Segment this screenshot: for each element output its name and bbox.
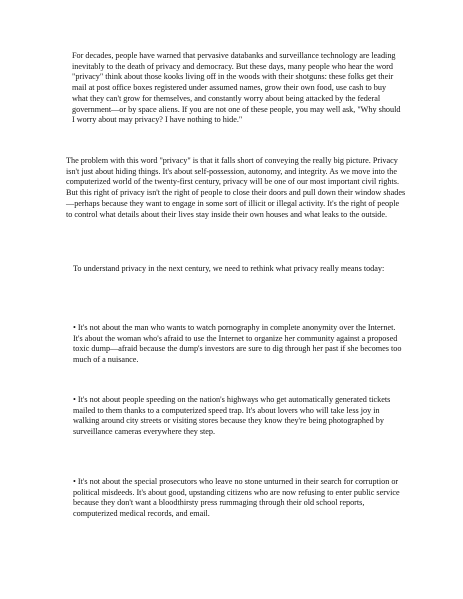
paragraph-rethink-privacy: To understand privacy in the next century, we need to rethink what privacy really means today: — [73, 264, 385, 273]
paragraph-privacy-problem: The problem with this word "privacy" is that it falls short of conveying the really big picture. Privacy isn't just about hiding things. It's about self-possession, autonomy, and integrity. As we move into the computerized world of the twenty-first century, privacy will be one of our most important civil rights. But this right of privacy isn't the right of people to close their doors and pull down their window shades—perhaps because they want to engage in some sort of illicit or illegal activity. It's the right of people to control what details about their lives stay inside their own houses and what leaks to the outside. — [66, 156, 406, 219]
bullet-paragraph-internet: • It's not about the man who wants to watch pornography in complete anonymity over the Internet. It's about the woman who's afraid to use the Internet to organize her community against a proposed toxic dump—afraid because the dump's investors are sure to dig through her past if she becomes too much of a nuisance. — [73, 323, 402, 365]
bullet-paragraph-public-service: • It's not about the special prosecutors who leave no stone unturned in their search for corruption or political misdeeds. It's about good, upstanding citizens who are now refusing to enter public service because they don't want a bloodthirsty press rummaging through their old school reports, computerized medical records, and email. — [73, 477, 400, 519]
bullet-paragraph-surveillance: • It's not about people speeding on the nation's highways who get automatically generated tickets mailed to them thanks to a computerized speed trap. It's about lovers who will take less joy in walking around city streets or visiting stores because they know they're being photographed by surveillance cameras everywhere they step. — [73, 395, 391, 437]
paragraph-intro: For decades, people have warned that pervasive databanks and surveillance technology are leading inevitably to the death of privacy and democracy. But these days, many people who hear the word "privacy" think about those kooks living off in the woods with their shotguns: these folks get their mail at post office boxes registered under assumed names, grow their own food, use cash to buy what they can't grow for themselves, and constantly worry about being attacked by the federal government—or by space aliens. If you are not one of these people, you may well ask, "Why should I worry about may privacy? I have nothing to hide." — [72, 51, 401, 125]
